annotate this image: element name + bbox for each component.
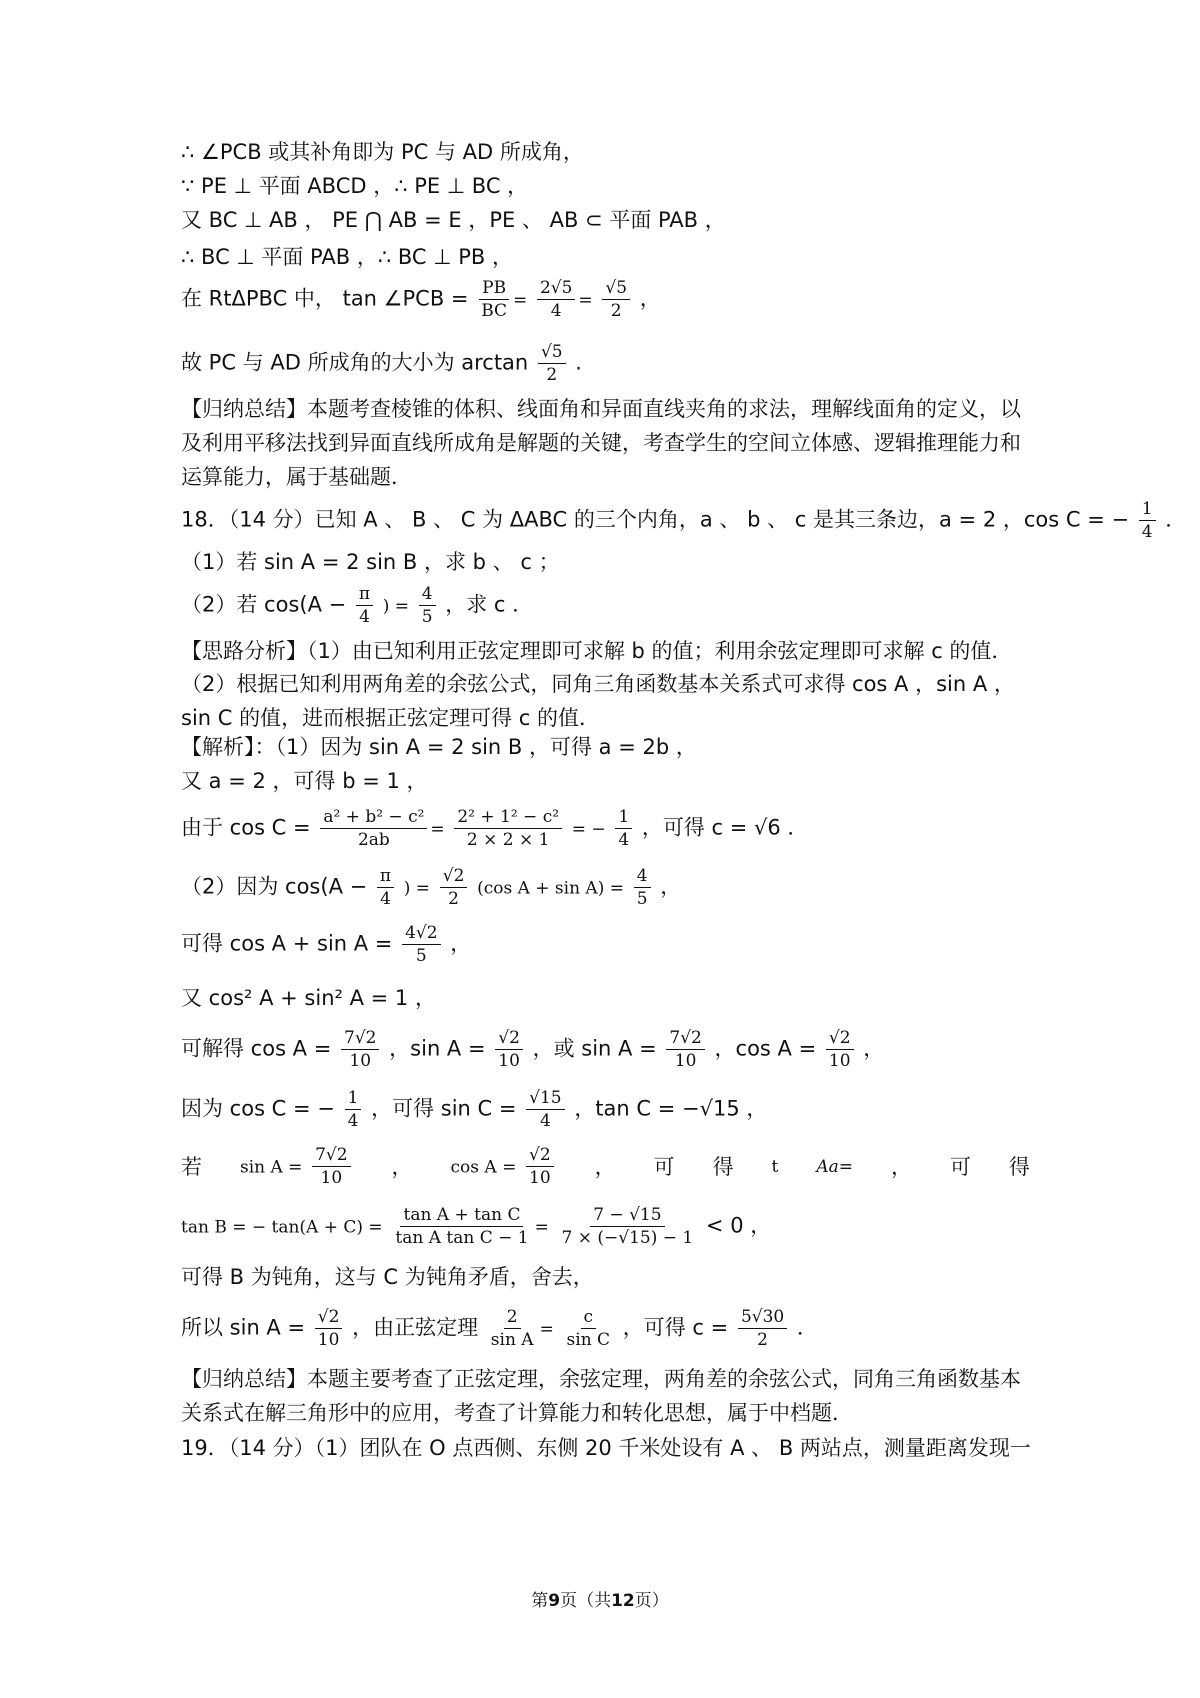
fraction: $\frac{7 - √15}{7 \times (-√15) - 1}$ [561, 1205, 694, 1248]
line-suffix: < 0 ， [705, 1213, 772, 1238]
line-prefix: tan B = − tan(A + C) = [181, 1217, 383, 1238]
line-prefix: 所以 sin A = [181, 1315, 306, 1340]
fraction: $\frac{2}{\text{sin A}}$ [490, 1307, 534, 1350]
formula-fragment: Aa= [816, 1156, 854, 1177]
line-prefix: 可解得 cos A = [181, 1036, 332, 1061]
fraction: $\frac{PB}{BC}$ [478, 277, 510, 322]
formula-group: cos A = $\frac{√2}{10}$ [451, 1144, 557, 1189]
formula-line: 因为 cos C = − $\frac{1}{4}$ ，可得 sin C = $\frac{√15}{4}$ ，tan C = −√15 ， [181, 1088, 768, 1131]
line-suffix: ，tan C = −√15 ， [574, 1096, 768, 1121]
line-prefix: 故 PC 与 AD 所成角的大小为 arctan [181, 350, 529, 375]
word: 可 [949, 1154, 971, 1179]
line-suffix: ，求 c ． [445, 592, 534, 617]
comma: ， [391, 1154, 413, 1179]
fraction: $\frac{\pi}{4}$ [377, 865, 394, 910]
question-19: 19．（14 分）（1）团队在 O 点西侧、东侧 20 千米处设有 A 、 B 两站点，测量距离发现一 [181, 1436, 1031, 1460]
word: 得 [1008, 1154, 1030, 1179]
fraction: $\frac{c}{\text{sin C}}$ [566, 1307, 611, 1350]
formula-line: tan B = − tan(A + C) = $\frac{\text{tan A + tan C}}{\text{tan A tan C − 1}}$ = $\frac{7 - √15}{7 \times (-√15) - 1}$ < 0 ， [181, 1205, 772, 1248]
question-18 [181, 498, 1187, 543]
word: 得 [712, 1154, 734, 1179]
formula-fragment: t [771, 1156, 779, 1177]
fraction: $\frac{\text{a² + b² − c²}}{2ab}$ [320, 806, 427, 851]
fraction: $\frac{1}{4}$ [345, 1087, 362, 1132]
line-suffix: ， [660, 874, 682, 899]
fraction: $\frac{√5}{2}$ [602, 277, 630, 322]
line-prefix: 18．（14 分）已知 A 、 B 、 C 为 ΔABC 的三个内角，a 、 b 、 c 是其三条边，a = 2 ，cos C = − [181, 507, 1130, 532]
fraction: $\frac{2√5}{4}$ [537, 277, 575, 322]
line-suffix: ， [639, 286, 661, 311]
formula-line: 可解得 cos A = $\frac{7√2}{10}$ ，sin A = $\frac{√2}{10}$ ，或 sin A = $\frac{7√2}{10}$ ，cos A = $\frac{√2}{10}$ ， [181, 1028, 885, 1071]
fraction: $\frac{√15}{4}$ [526, 1087, 564, 1132]
comma: ， [890, 1154, 912, 1179]
fraction: $\frac{\text{tan A + tan C}}{\text{tan A tan C − 1}}$ [395, 1205, 529, 1248]
fraction: $\frac{√5}{2}$ [538, 341, 566, 386]
line-suffix: ． [1165, 507, 1187, 532]
fraction: $\frac{4}{5}$ [634, 865, 651, 910]
formula-group: sin A = $\frac{7√2}{10}$ [240, 1144, 354, 1189]
justified-formula-line [181, 1144, 1030, 1189]
line-prefix: 可得 cos A + sin A = [181, 931, 393, 956]
text-line: ∴ ∠PCB 或其补角即为 PC 与 AD 所成角， [181, 140, 584, 164]
summary-paragraph: 【归纳总结】本题主要考查了正弦定理，余弦定理，两角差的余弦公式，同角三角函数基本关系式在解三角形中的应用，考查了计算能力和转化思想，属于中档题． [181, 1367, 1021, 1425]
fraction: $\frac{√2}{10}$ [526, 1144, 554, 1189]
word: 若 [181, 1154, 202, 1179]
fraction: $\frac{7√2}{10}$ [341, 1027, 379, 1072]
summary-paragraph: 【归纳总结】本题考查棱锥的体积、线面角和异面直线夹角的求法，理解线面角的定义，以及利用平移法找到异面直线所成角是解题的关键，考查学生的空间立体感、逻辑推理能力和运算能力，属于基础题． [181, 397, 1021, 489]
line-suffix: ，可得 c = √6 ． [641, 815, 809, 840]
line-prefix: （2）若 cos(A − [181, 592, 347, 617]
page-footer: 第9页（共12页） [531, 1591, 669, 1611]
line-suffix: ， [863, 1036, 885, 1061]
line-suffix: ． [796, 1315, 818, 1340]
text-line: 又 cos² A + sin² A = 1 ， [181, 986, 436, 1010]
text-line: 【思路分析】（1）由已知利用正弦定理即可求解 b 的值；利用余弦定理即可求解 c 的值． [181, 639, 1013, 663]
formula-line [181, 341, 1030, 386]
total-pages: 12 [611, 1591, 635, 1611]
line-prefix: 因为 cos C = − [181, 1096, 335, 1121]
fraction: $\frac{4√2}{5}$ [402, 922, 440, 967]
fraction: $\frac{1}{4}$ [1139, 498, 1156, 543]
text-paragraph: （2）根据已知利用两角差的余弦公式，同角三角函数基本关系式可求得 cos A ，sin A ，sin C 的值，进而根据正弦定理可得 c 的值． [181, 672, 1015, 730]
text-line: 可得 B 为钝角，这与 C 为钝角矛盾，舍去， [181, 1265, 594, 1289]
line-suffix: . [575, 350, 582, 375]
text-line: ∵ PE ⊥ 平面 ABCD ，∴ PE ⊥ BC ， [181, 174, 529, 198]
formula-line: （2）若 cos(A − $\frac{\pi}{4}$ ) = $\frac{4}{5}$ ，求 c ． [181, 584, 534, 627]
formula-line: 由于 cos C = $\frac{\text{a² + b² − c²}}{2ab}$ = $\frac{\text{2² + 1² − c²}}{2 \times 2 \times 1}$ = − $\frac{1}{4}$ ，可得 c = √6 ． [181, 807, 809, 850]
fraction: $\frac{7√2}{10}$ [312, 1144, 350, 1189]
comma: ， [594, 1154, 616, 1179]
text-line: 又 a = 2 ，可得 b = 1 ， [181, 769, 428, 793]
formula-line [181, 922, 1030, 967]
page-number: 9 [548, 1591, 561, 1611]
text-line: ∴ BC ⊥ 平面 PAB ，∴ BC ⊥ PB ， [181, 245, 513, 269]
line-prefix: 由于 cos C = [181, 815, 311, 840]
fraction: $\frac{\text{2² + 1² − c²}}{2 \times 2 \times 1}$ [454, 806, 562, 851]
fraction: $\frac{1}{4}$ [615, 806, 632, 851]
fraction: $\frac{\pi}{4}$ [356, 583, 373, 628]
formula-line: 在 RtΔPBC 中， tan ∠PCB = $\frac{PB}{BC}$ = $\frac{2√5}{4}$ = $\frac{√5}{2}$ ， [181, 278, 661, 321]
line-suffix: ， [450, 931, 472, 956]
text-line: （1）若 sin A = 2 sin B ，求 b 、 c ； [181, 550, 560, 574]
text-line: 【解析】：（1）因为 sin A = 2 sin B ，可得 a = 2b ， [181, 735, 697, 759]
fraction: $\frac{√2}{2}$ [440, 865, 468, 910]
line-prefix: （2）因为 cos(A − [181, 874, 368, 899]
word: 可 [653, 1154, 675, 1179]
line-prefix: 在 RtΔPBC 中， tan ∠PCB = [181, 286, 469, 311]
fraction: $\frac{√2}{10}$ [495, 1027, 523, 1072]
fraction: $\frac{√2}{10}$ [826, 1027, 854, 1072]
formula-line: （2）因为 cos(A − $\frac{\pi}{4}$ ) = $\frac{√2}{2}$ (cos A + sin A) = $\frac{4}{5}$ ， [181, 866, 682, 909]
fraction: $\frac{5√30}{2}$ [738, 1306, 787, 1351]
fraction: $\frac{7√2}{10}$ [666, 1027, 704, 1072]
text-line: 又 BC ⊥ AB ， PE ⋂ AB = E ，PE 、 AB ⊂ 平面 PAB ， [181, 208, 726, 232]
fraction: $\frac{4}{5}$ [419, 583, 436, 628]
formula-line: 所以 sin A = $\frac{√2}{10}$ ，由正弦定理 $\frac{2}{\text{sin A}}$ = $\frac{c}{\text{sin C}}$ ，可得 c = $\frac{5√30}{2}$ ． [181, 1307, 818, 1350]
fraction: $\frac{√2}{10}$ [315, 1306, 343, 1351]
